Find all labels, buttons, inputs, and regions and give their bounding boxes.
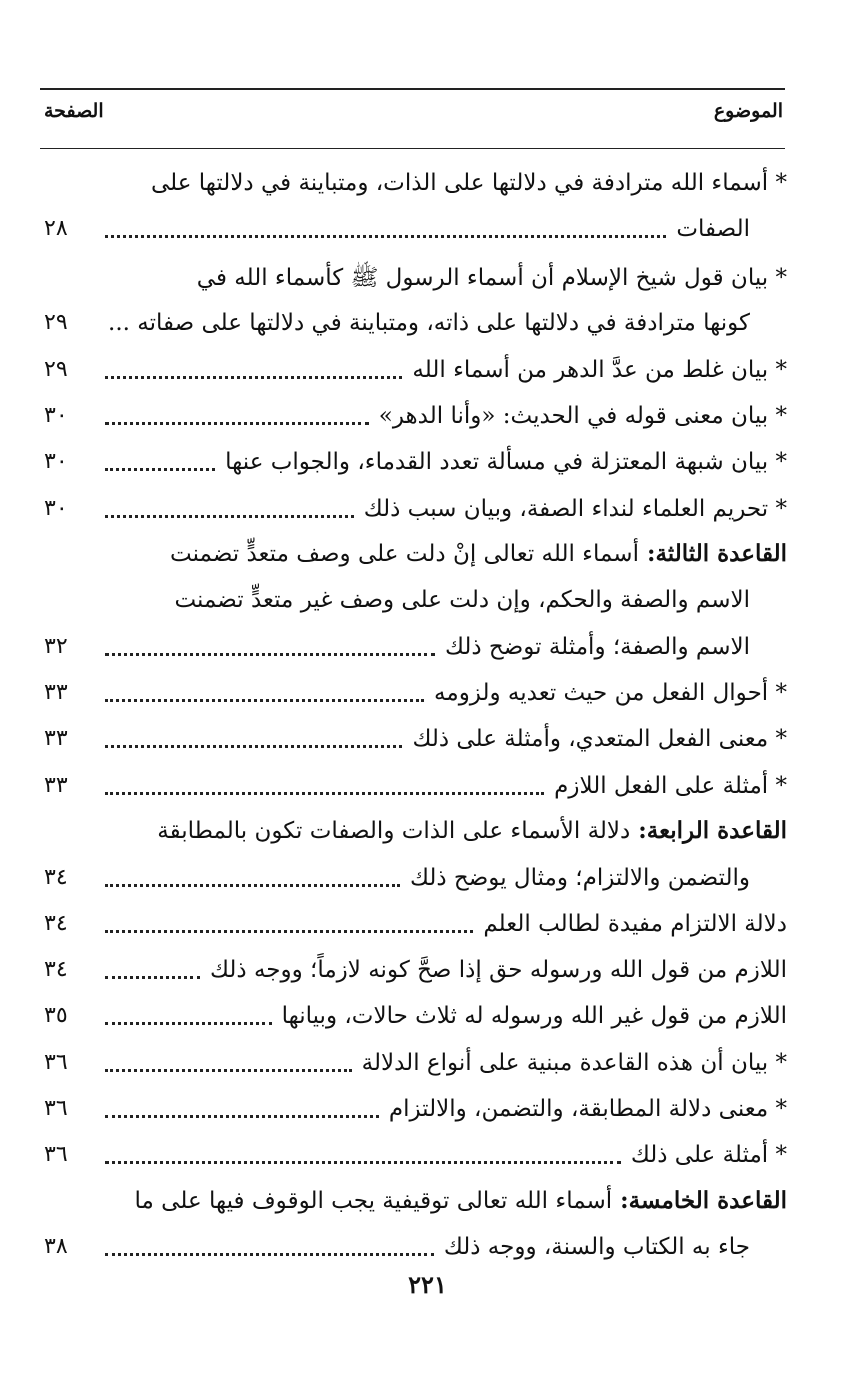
toc-entry-text: الاسم والصفة والحكم، وإن دلت على وصف غير متعدٍّ تضمنت bbox=[174, 587, 750, 613]
toc-entry-title bbox=[364, 486, 787, 532]
toc-entry bbox=[0, 808, 855, 854]
toc-entry-title bbox=[445, 624, 750, 670]
dot-leader bbox=[105, 1161, 621, 1164]
toc-entry-title bbox=[135, 1178, 787, 1224]
toc-entry-text: كونها مترادفة في دلالتها على ذاته، ومتباينة في دلالتها على صفاته ... bbox=[108, 310, 750, 336]
toc-entry-page: ٣٠ bbox=[44, 403, 68, 428]
toc-entry-page: ٣٠ bbox=[44, 449, 68, 474]
toc-entry-text: جاء به الكتاب والسنة، ووجه ذلك bbox=[443, 1234, 750, 1260]
toc-entry bbox=[0, 624, 855, 670]
toc-entry-page: ٢٩ bbox=[44, 357, 68, 382]
toc-entry-title bbox=[676, 206, 750, 252]
toc-entry-title bbox=[389, 1086, 787, 1132]
toc-entry-page: ٣٤ bbox=[44, 957, 68, 982]
toc-entry bbox=[0, 1178, 855, 1224]
toc-entry bbox=[0, 670, 855, 716]
toc-entry bbox=[0, 393, 855, 439]
toc-entry-title bbox=[412, 347, 787, 393]
rule-heading: القاعدة الرابعة: bbox=[630, 817, 787, 844]
dot-leader bbox=[105, 1115, 379, 1118]
toc-entry-text: * بيان معنى قوله في الحديث: «وأنا الدهر» bbox=[378, 403, 787, 429]
dot-leader bbox=[105, 976, 200, 979]
toc-entry-text: اللازم من قول غير الله ورسوله له ثلاث حالات، وبيانها bbox=[281, 1003, 787, 1029]
toc-entry-text: * معنى دلالة المطابقة، والتضمن، والالتزام bbox=[388, 1096, 787, 1122]
toc-entry-text: * أحوال الفعل من حيث تعديه ولزومه bbox=[434, 680, 787, 706]
toc-entry-text: * بيان شبهة المعتزلة في مسألة تعدد القدماء، والجواب عنها bbox=[225, 449, 787, 475]
toc-entry-page: ٣٥ bbox=[44, 1003, 68, 1028]
toc-entry-text: دلالة الأسماء على الذات والصفات تكون بالمطابقة bbox=[157, 818, 631, 844]
toc-entry-page: ٣٠ bbox=[44, 496, 68, 521]
dot-leader bbox=[105, 1069, 352, 1072]
rule-heading: القاعدة الثالثة: bbox=[638, 540, 787, 567]
toc-entry-text: * أمثلة على ذلك bbox=[630, 1142, 787, 1168]
toc-entry-title bbox=[225, 439, 787, 485]
toc-entry-title bbox=[210, 947, 787, 993]
dot-leader bbox=[105, 1022, 272, 1025]
toc-entry-title bbox=[108, 300, 750, 346]
toc-entry-page: ٣٤ bbox=[44, 865, 68, 890]
toc-entry bbox=[0, 206, 855, 252]
dot-leader bbox=[105, 468, 215, 471]
toc-entry-text: الصفات bbox=[676, 216, 750, 242]
dot-leader bbox=[105, 235, 666, 238]
dot-leader bbox=[105, 515, 354, 518]
toc-entry-title bbox=[444, 1224, 750, 1270]
toc-entry bbox=[0, 947, 855, 993]
toc-entry-title bbox=[483, 901, 787, 947]
dot-leader bbox=[105, 1253, 434, 1256]
toc-entry bbox=[0, 300, 855, 346]
topic-column-heading: الموضوع bbox=[713, 100, 783, 122]
toc-entry-page: ٣٤ bbox=[44, 911, 68, 936]
dot-leader bbox=[105, 653, 435, 656]
toc-entry bbox=[0, 1224, 855, 1270]
toc-entry bbox=[0, 255, 855, 301]
toc-entry-text: * بيان أن هذه القاعدة مبنية على أنواع الدلالة bbox=[361, 1050, 787, 1076]
toc-entry bbox=[0, 993, 855, 1039]
toc-entry-page: ٣٦ bbox=[44, 1096, 68, 1121]
toc-entry-page: ٣٣ bbox=[44, 726, 68, 751]
header-top-rule bbox=[40, 88, 785, 90]
toc-entry-text: الاسم والصفة؛ وأمثلة توضح ذلك bbox=[444, 634, 750, 660]
toc-entry bbox=[0, 1040, 855, 1086]
toc-entry-text: * بيان غلط من عدَّ الدهر من أسماء الله bbox=[412, 357, 787, 383]
toc-entry bbox=[0, 763, 855, 809]
dot-leader bbox=[105, 792, 544, 795]
toc-entry-title bbox=[151, 160, 787, 206]
toc-entry-title bbox=[379, 393, 787, 439]
toc-entry-title bbox=[434, 670, 787, 716]
toc-entry-page: ٢٩ bbox=[44, 310, 68, 335]
toc-entry-text: أسماء الله تعالى توقيفية يجب الوقوف فيها على ما bbox=[134, 1188, 613, 1214]
toc-entry-page: ٣٦ bbox=[44, 1142, 68, 1167]
toc-entry bbox=[0, 855, 855, 901]
toc-entry-page: ٣٨ bbox=[44, 1234, 68, 1259]
toc-entry-text: * معنى الفعل المتعدي، وأمثلة على ذلك bbox=[412, 726, 787, 752]
dot-leader bbox=[105, 930, 473, 933]
toc-entry bbox=[0, 577, 855, 623]
toc-entry bbox=[0, 531, 855, 577]
dot-leader bbox=[105, 745, 402, 748]
toc-entry-title bbox=[410, 855, 750, 901]
dot-leader bbox=[105, 376, 402, 379]
toc-entry-text: * أسماء الله مترادفة في دلالتها على الذات، ومتباينة في دلالتها على bbox=[150, 170, 787, 196]
toc-entry-title bbox=[157, 808, 787, 854]
toc-entry-title bbox=[631, 1132, 787, 1178]
rule-heading: القاعدة الخامسة: bbox=[612, 1187, 787, 1214]
toc-entry bbox=[0, 716, 855, 762]
toc-entry-text: * تحريم العلماء لنداء الصفة، وبيان سبب ذلك bbox=[363, 496, 787, 522]
toc-entry-text: دلالة الالتزام مفيدة لطالب العلم bbox=[483, 911, 787, 937]
toc-entry-page: ٣٣ bbox=[44, 773, 68, 798]
toc-entry-page: ٣٣ bbox=[44, 680, 68, 705]
toc-entry-page: ٣٦ bbox=[44, 1050, 68, 1075]
page-number: ٢٢١ bbox=[408, 1270, 447, 1299]
toc-entry-page: ٢٨ bbox=[44, 216, 68, 241]
toc-entry-text: * أمثلة على الفعل اللازم bbox=[554, 773, 787, 799]
toc-entry bbox=[0, 347, 855, 393]
dot-leader bbox=[105, 699, 424, 702]
dot-leader bbox=[105, 884, 400, 887]
toc-entry-title bbox=[170, 531, 787, 577]
toc-entry bbox=[0, 486, 855, 532]
toc-entry-text: اللازم من قول الله ورسوله حق إذا صحَّ كونه لازماً؛ ووجه ذلك bbox=[210, 957, 787, 983]
toc-entry-page: ٣٢ bbox=[44, 634, 68, 659]
toc-entry-title bbox=[197, 255, 787, 301]
toc-entry bbox=[0, 901, 855, 947]
toc-entry bbox=[0, 1132, 855, 1178]
toc-entry-title bbox=[554, 763, 787, 809]
toc-entry-title bbox=[174, 577, 750, 623]
toc-entry-text: والتضمن والالتزام؛ ومثال يوضح ذلك bbox=[409, 865, 750, 891]
toc-entry bbox=[0, 160, 855, 206]
toc-entry-title bbox=[362, 1040, 787, 1086]
toc-entry-text: أسماء الله تعالى إنْ دلت على وصف متعدٍّ تضمنت bbox=[170, 541, 639, 567]
toc-entry bbox=[0, 439, 855, 485]
dot-leader bbox=[105, 422, 369, 425]
toc-entry-text: * بيان قول شيخ الإسلام أن أسماء الرسول ﷺ كأسماء الله في bbox=[196, 265, 787, 291]
header-bottom-rule bbox=[40, 148, 785, 149]
page-column-heading: الصفحة bbox=[44, 100, 104, 122]
toc-entry-title bbox=[282, 993, 787, 1039]
toc-entry-title bbox=[412, 716, 787, 762]
toc-entry bbox=[0, 1086, 855, 1132]
